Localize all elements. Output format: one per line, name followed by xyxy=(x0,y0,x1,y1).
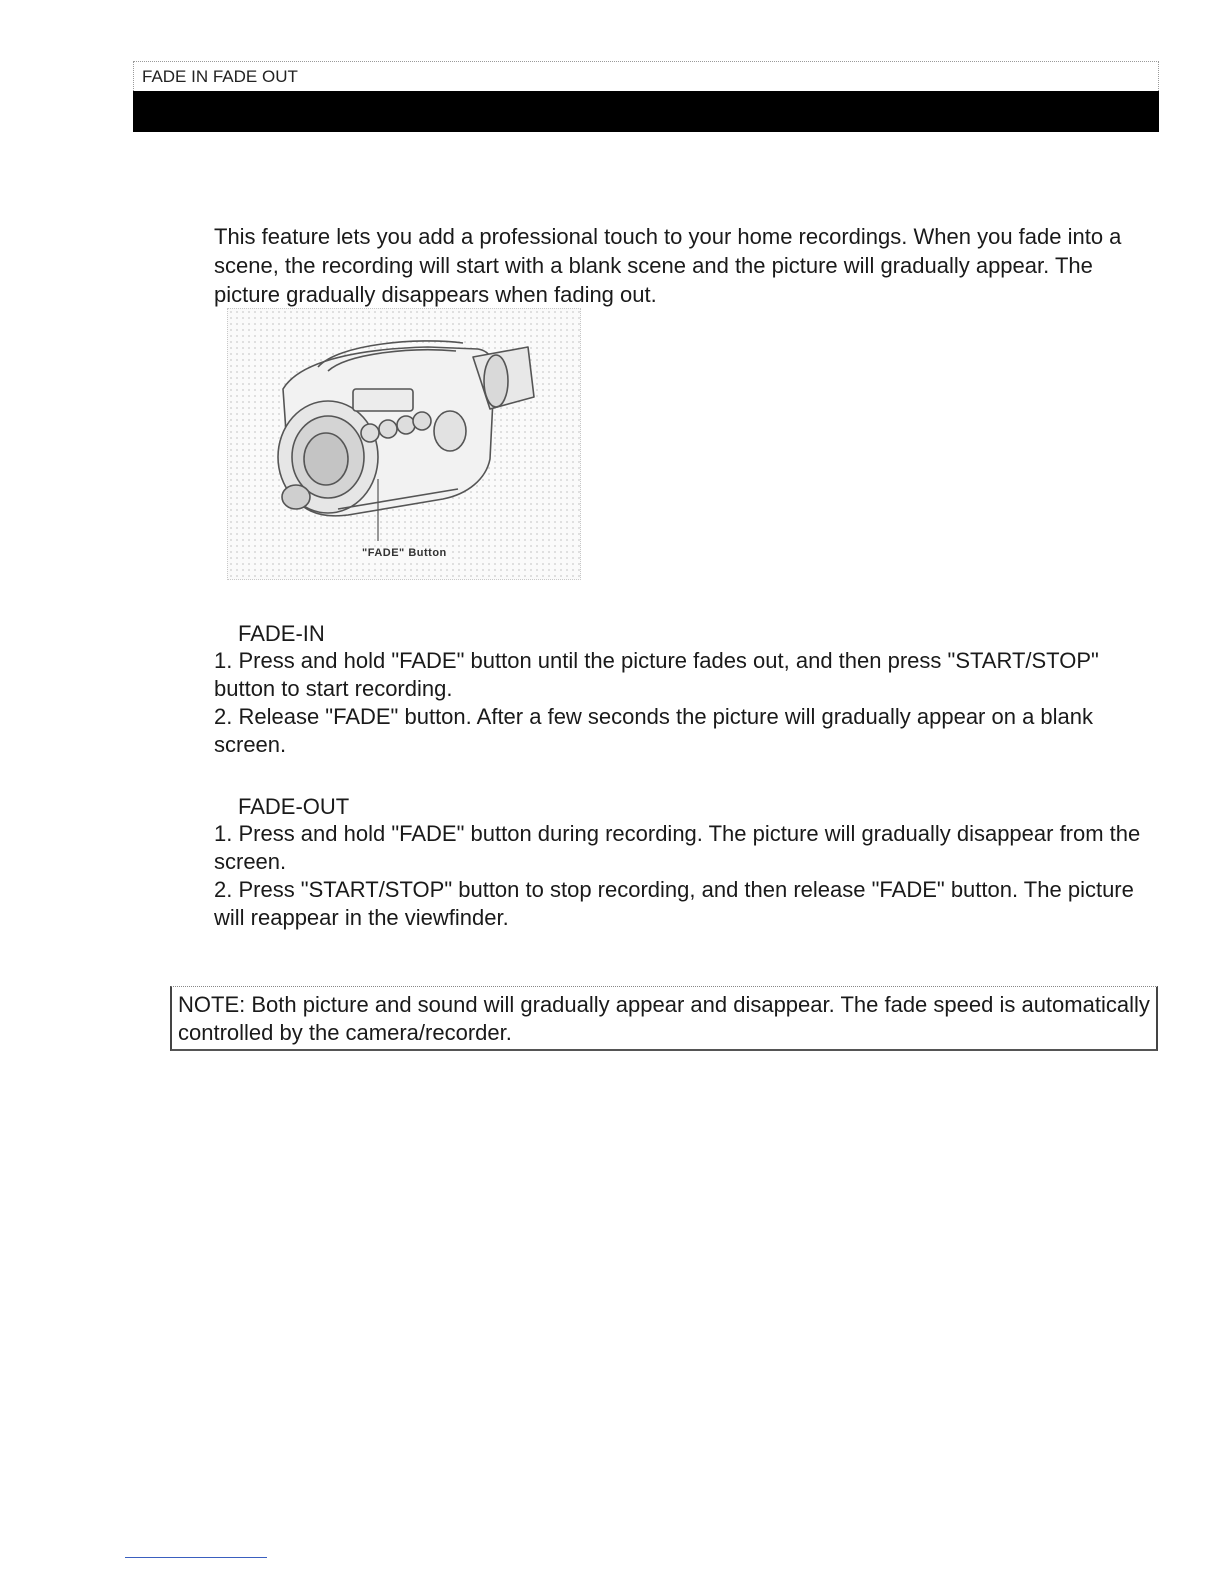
camcorder-figure xyxy=(227,308,581,580)
fade-in-step-2: 2. Release "FADE" button. After a few seconds the picture will gradually appear on a blank screen. xyxy=(214,704,1094,757)
fade-in-title: FADE-IN xyxy=(238,621,325,646)
note-box: NOTE: Both picture and sound will gradually appear and disappear. The fade speed is automatically controlled by the camera/recorder. xyxy=(170,986,1158,1051)
fade-in-step-1: 1. Press and hold "FADE" button until the picture fades out, and then press "START/STOP" button to start recording. xyxy=(214,648,1099,701)
camcorder-illustration xyxy=(228,309,582,581)
fade-out-title: FADE-OUT xyxy=(238,794,350,819)
fade-in-steps xyxy=(214,647,1159,759)
fade-out-step-2: 2. Press "START/STOP" button to stop recording, and then release "FADE" button. The picture will reappear in the viewfinder. xyxy=(214,877,1134,930)
fade-button-caption: "FADE" Button xyxy=(362,547,447,559)
fade-out-step-1: 1. Press and hold "FADE" button during recording. The picture will gradually disappear from the screen. xyxy=(214,821,1141,874)
section-header-label: FADE IN FADE OUT xyxy=(133,61,1159,91)
fade-out-steps xyxy=(214,820,1159,932)
intro-paragraph: This feature lets you add a professional touch to your home recordings. When you fade into a scene, the recording will start with a blank scene and the picture will gradually appear. The picture gradually disappears when fading out. xyxy=(214,224,1122,307)
footer-rule xyxy=(125,1557,267,1558)
section-header-bar xyxy=(133,91,1159,132)
